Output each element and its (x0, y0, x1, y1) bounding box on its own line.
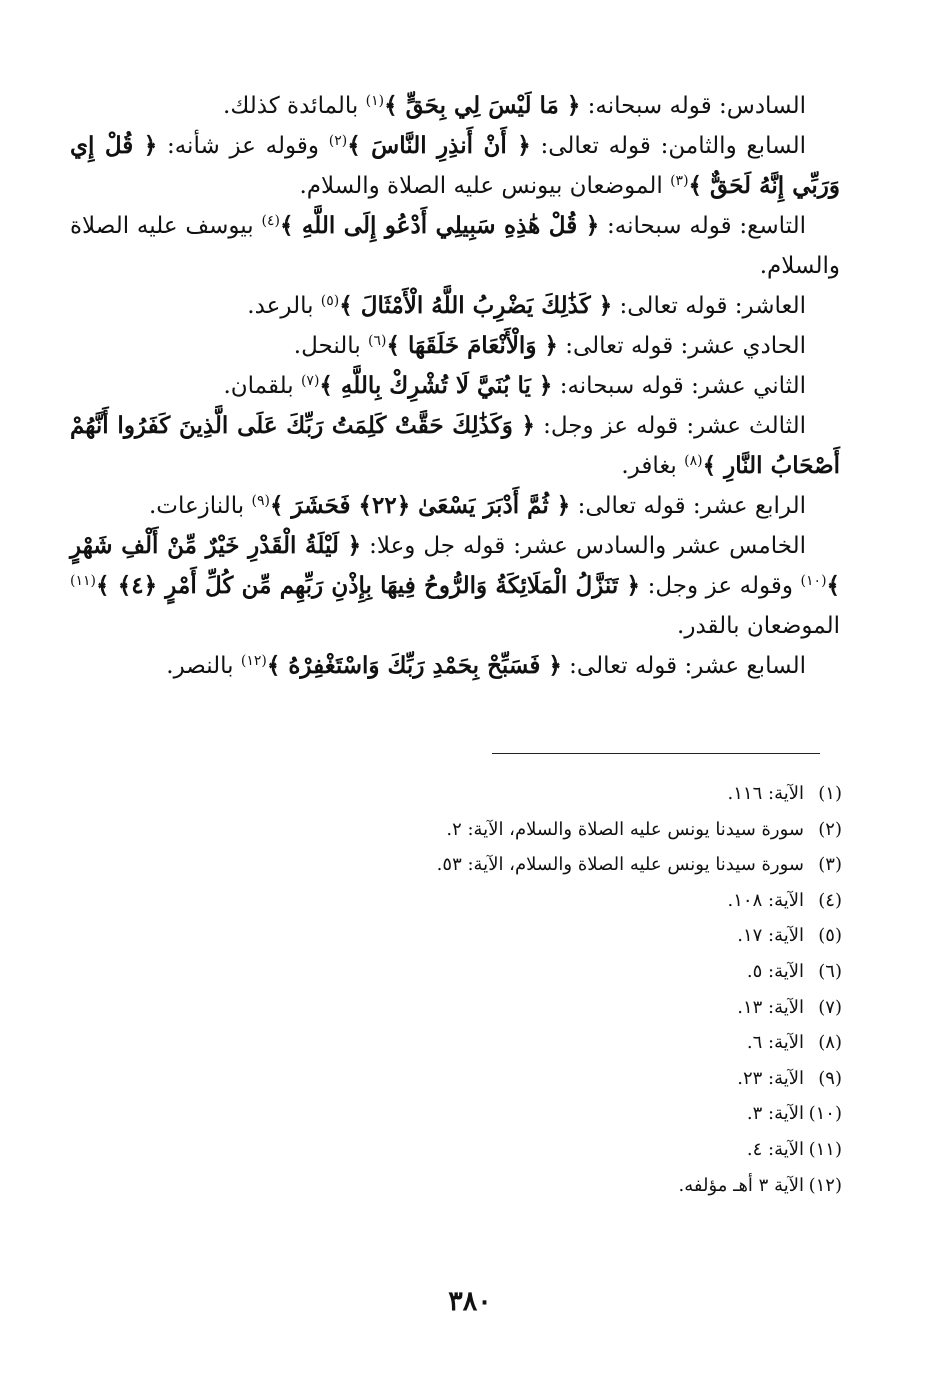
quran-verse: ﴿ قُلْ هَٰذِهِ سَبِيلِي أَدْعُو إِلَى اللَّهِ ﴾ (279, 212, 600, 239)
footnote (200, 847, 842, 883)
para-tail: بالرعد. (247, 293, 314, 319)
footnote-number: (٦) (818, 960, 842, 982)
paragraph-12 (70, 366, 840, 406)
para-tail: بالنصر. (166, 653, 234, 679)
footnote-text: الآية: ٤. (746, 1138, 804, 1160)
footnote-text: الآية: ١٣. (737, 996, 804, 1018)
footnote-text: الآية: ١٠٨. (727, 889, 804, 911)
footnote-ref: (١) (365, 93, 385, 109)
para-mid: وقوله عز وجل: (647, 573, 793, 599)
para-tail: بلقمان. (223, 373, 294, 399)
footnote-number: (١١) (808, 1138, 842, 1160)
quran-verse: ﴿ تَنَزَّلُ الْمَلَائِكَةُ وَالرُّوحُ فِيهَا بِإِذْنِ رَبِّهِم مِّن كُلِّ أَمْرٍ ﴿٤﴾ ﴾ (95, 572, 641, 599)
main-text (70, 86, 840, 686)
quran-verse: ﴿ كَذَٰلِكَ يَضْرِبُ اللَّهُ الْأَمْثَالَ ﴾ (339, 292, 613, 319)
quran-verse: ﴿ وَالْأَنْعَامَ خَلَقَهَا ﴾ (386, 332, 558, 359)
para-lead: الخامس عشر والسادس عشر: قوله جل وعلا: (369, 533, 806, 559)
footnote-ref: (٣) (670, 173, 689, 189)
page-number: ٣٨٠ (448, 1286, 492, 1317)
footnote (200, 1132, 842, 1168)
paragraph-9 (70, 206, 840, 286)
paragraph-17 (70, 646, 840, 686)
footnote-number: (٣) (818, 854, 842, 876)
footnote-ref: (٤) (261, 213, 280, 229)
footnote-text: سورة سيدنا يونس عليه الصلاة والسلام، الآية: ٢. (446, 818, 804, 840)
footnote-number: (١) (818, 783, 842, 804)
quran-verse: ﴿ وَكَذَٰلِكَ حَقَّتْ كَلِمَتُ رَبِّكَ عَلَى الَّذِينَ كَفَرُوا أَنَّهُمْ أَصْحَابُ النَّارِ ﴾ (70, 412, 840, 479)
paragraph-13 (70, 406, 840, 486)
footnote (200, 883, 842, 919)
para-lead: السادس: قوله سبحانه: (587, 93, 806, 119)
footnote-text: الآية: ١١٦. (727, 783, 804, 804)
footnote (200, 990, 842, 1026)
footnote-number: (٤) (818, 889, 842, 911)
footnote-ref: (١١) (70, 573, 96, 589)
quran-verse: ﴿ لَيْلَةُ الْقَدْرِ خَيْرٌ مِّنْ أَلْفِ شَهْرٍ ﴾ (70, 532, 841, 599)
footnote-ref: (٦) (368, 333, 387, 349)
footnote-ref: (٨) (684, 453, 703, 469)
footnote-separator (492, 753, 820, 754)
para-tail: بغافر. (621, 453, 677, 479)
footnote-ref: (١٢) (240, 653, 267, 669)
footnote-ref: (٥) (320, 293, 340, 309)
footnote-text: سورة سيدنا يونس عليه الصلاة والسلام، الآية: ٥٣. (436, 854, 804, 876)
para-lead: التاسع: قوله سبحانه: (607, 213, 806, 239)
para-lead: الرابع عشر: قوله تعالى: (577, 493, 806, 519)
footnote-ref: (٧) (300, 373, 320, 389)
quran-verse: ﴿ يَا بُنَيَّ لَا تُشْرِكْ بِاللَّهِ ﴾ (319, 372, 553, 399)
para-lead: السابع عشر: قوله تعالى: (569, 653, 806, 679)
footnote-number: (٧) (818, 996, 842, 1018)
footnote-text: الآية: ١٧. (737, 925, 804, 947)
para-lead: العاشر: قوله تعالى: (619, 293, 806, 319)
footnote (200, 918, 842, 954)
footnote (200, 1096, 842, 1132)
footnote (200, 1025, 842, 1061)
quran-verse: ﴿ قُلْ إِي وَرَبِّي إِنَّهُ لَحَقٌّ ﴾ (70, 132, 840, 199)
para-tail: بالنازعات. (148, 493, 245, 519)
footnote-number: (١٢) (808, 1174, 842, 1196)
paragraph-15-16 (70, 526, 840, 646)
footnote-text: الآية: ٣. (746, 1103, 804, 1125)
quran-verse: ﴿ فَسَبِّحْ بِحَمْدِ رَبِّكَ وَاسْتَغْفِرْهُ ﴾ (266, 652, 562, 679)
footnote-text: الآية: ٥. (746, 960, 804, 982)
paragraph-7-8 (70, 126, 840, 206)
footnote-ref: (١٠) (800, 573, 827, 589)
para-tail: بالنحل. (293, 333, 361, 359)
para-lead: السابع والثامن: قوله تعالى: (540, 133, 806, 159)
paragraph-6 (70, 86, 840, 126)
footnote-text: الآية ٣ أهـ مؤلفه. (678, 1174, 804, 1196)
footnote (200, 812, 842, 848)
quran-verse: ﴿ أَنْ أَنذِرِ النَّاسَ ﴾ (347, 132, 531, 159)
para-tail: بالمائدة كذلك. (223, 93, 359, 119)
para-lead: الثالث عشر: قوله عز وجل: (543, 413, 806, 439)
footnote-number: (٨) (818, 1032, 842, 1054)
para-mid: وقوله عز شأنه: (166, 133, 319, 159)
paragraph-10 (70, 286, 840, 326)
footnote-number: (٩) (818, 1067, 842, 1089)
footnote-ref: (٩) (251, 493, 270, 509)
quran-verse: ﴿ ثُمَّ أَدْبَرَ يَسْعَىٰ ﴿٢٢﴾ فَحَشَرَ ﴾ (269, 492, 571, 519)
quran-verse: ﴿ مَا لَيْسَ لِي بِحَقٍّ ﴾ (384, 92, 581, 119)
footnote-number: (٢) (818, 818, 842, 840)
footnotes (200, 776, 842, 1203)
footnote (200, 1168, 842, 1204)
footnote (200, 954, 842, 990)
paragraph-14 (70, 486, 840, 526)
footnote-number: (١٠) (808, 1103, 842, 1125)
footnote-text: الآية: ٦. (746, 1032, 804, 1054)
footnote (200, 776, 842, 812)
paragraph-11 (70, 326, 840, 366)
para-tail: الموضعان بالقدر. (677, 613, 840, 639)
footnote-number: (٥) (818, 925, 842, 947)
para-lead: الحادي عشر: قوله تعالى: (565, 333, 806, 359)
para-tail: الموضعان بيونس عليه الصلاة والسلام. (299, 173, 663, 199)
para-lead: الثاني عشر: قوله سبحانه: (559, 373, 806, 399)
footnote-ref: (٢) (328, 133, 348, 149)
footnote-text: الآية: ٢٣. (737, 1067, 804, 1089)
para-tail: بيوسف عليه الصلاة والسلام. (70, 213, 840, 279)
footnote (200, 1061, 842, 1097)
